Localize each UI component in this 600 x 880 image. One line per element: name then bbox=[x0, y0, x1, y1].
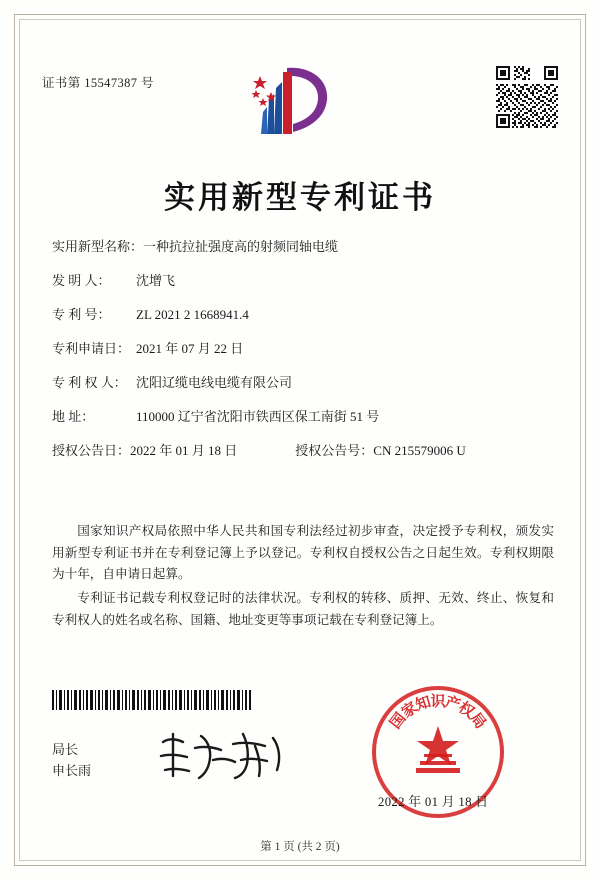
field-label: 专 利 权 人： bbox=[52, 375, 127, 390]
publication-no-value: CN 215579006 U bbox=[373, 443, 466, 458]
field-invention-name bbox=[52, 237, 550, 257]
field-label: 发 明 人： bbox=[52, 273, 111, 288]
svg-text:产: 产 bbox=[443, 694, 463, 715]
svg-text:国: 国 bbox=[387, 710, 410, 733]
field-value: ZL 2021 2 1668941.4 bbox=[136, 307, 249, 322]
field-application-date bbox=[52, 339, 550, 359]
field-label: 专 利 号： bbox=[52, 307, 111, 322]
cnipa-logo-icon bbox=[243, 62, 335, 144]
field-patent-number bbox=[52, 305, 550, 325]
svg-text:局: 局 bbox=[466, 710, 489, 733]
seal-date: 2022 年 01 月 18 日 bbox=[378, 795, 489, 809]
svg-text:权: 权 bbox=[455, 699, 477, 722]
director-name: 申长雨 bbox=[52, 762, 92, 778]
handwritten-signature-icon bbox=[155, 726, 285, 784]
field-value: 沈阳辽缆电线电缆有限公司 bbox=[136, 375, 293, 390]
director-block bbox=[52, 740, 91, 782]
field-label: 专利申请日： bbox=[52, 341, 131, 356]
svg-text:知: 知 bbox=[413, 694, 433, 715]
legal-text bbox=[52, 521, 554, 633]
field-patentee bbox=[52, 373, 550, 393]
fields-section bbox=[52, 237, 550, 475]
field-label: 地 址： bbox=[52, 409, 95, 424]
paragraph-2: 专利证书记载专利权登记时的法律状况。专利权的转移、质押、无效、终止、恢复和专利权人的姓名或名称、国籍、地址变更等事项记载在专利登记簿上。 bbox=[52, 590, 554, 627]
field-label: 实用新型名称： bbox=[52, 239, 144, 254]
barcode-icon bbox=[52, 690, 252, 710]
field-value: 2021 年 07 月 22 日 bbox=[136, 341, 244, 356]
grant-date-label: 授权公告日： bbox=[52, 443, 131, 458]
page-footer: 第 1 页 (共 2 页) bbox=[260, 841, 340, 853]
field-value: 沈增飞 bbox=[136, 273, 176, 288]
svg-text:家: 家 bbox=[399, 699, 421, 722]
qr-code-icon bbox=[496, 66, 558, 128]
page-title: 实用新型专利证书 bbox=[164, 180, 436, 215]
field-inventor bbox=[52, 271, 550, 291]
field-grant-and-publication bbox=[52, 441, 550, 461]
director-label: 局长 bbox=[52, 742, 79, 757]
field-value: 一种抗拉扯强度高的射频同轴电缆 bbox=[143, 239, 339, 254]
svg-text:识: 识 bbox=[430, 694, 446, 710]
publication-no-label: 授权公告号： bbox=[295, 443, 374, 458]
certificate-number: 证书第 15547387 号 bbox=[42, 76, 154, 90]
field-value: 110000 辽宁省沈阳市铁西区保工南街 51 号 bbox=[136, 409, 380, 424]
paragraph-1: 国家知识产权局依照中华人民共和国专利法经过初步审查，决定授予专利权，颁发实用新型专利证书并在专利登记簿上予以登记。专利权自授权公告之日起生效。专利权期限为十年，自申请日起算。 bbox=[52, 524, 554, 582]
field-address bbox=[52, 407, 550, 427]
grant-date-value: 2022 年 01 月 18 日 bbox=[130, 443, 238, 458]
